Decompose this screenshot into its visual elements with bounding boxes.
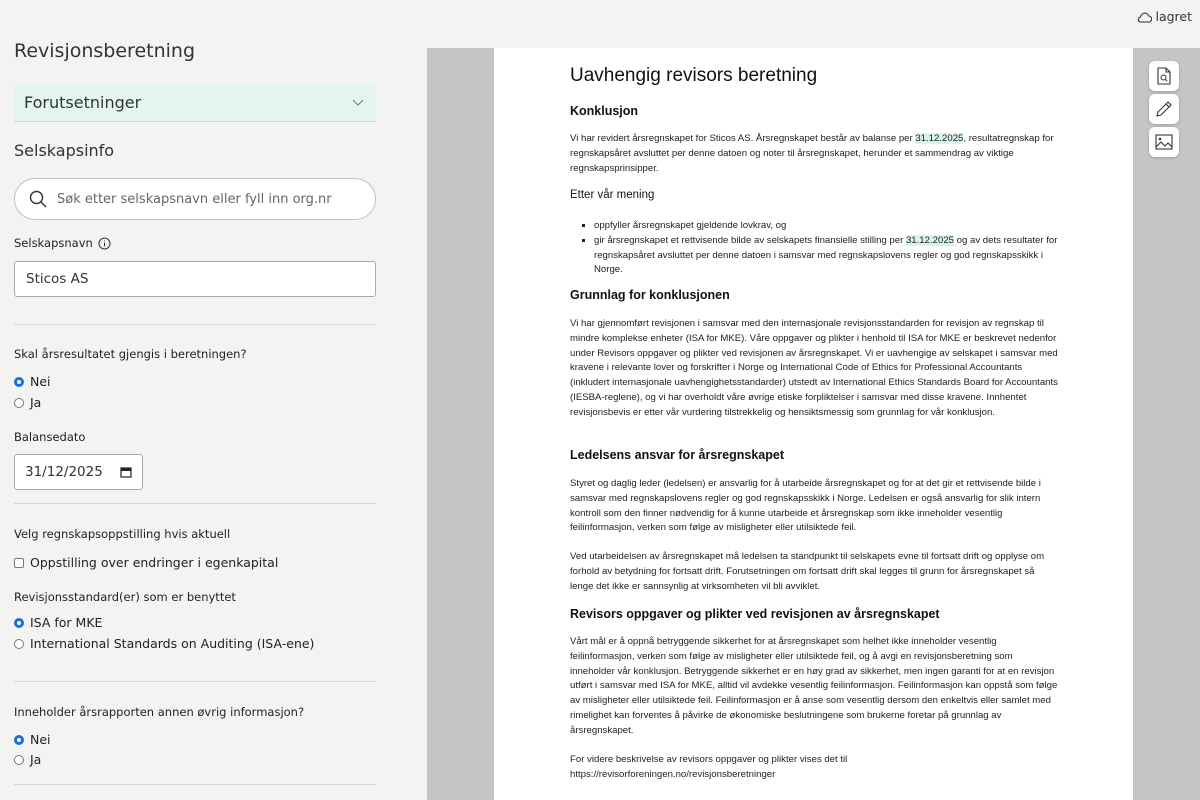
paragraph: Vi har revidert årsregnskapet for Sticos AS. Årsregnskapet består av balanse per 31.12.2025, resultatregnskap for regnskapsåret avsluttet per denne datoen og noter til årsregnskapet, herunder et sammendrag av viktige regnskapsprinsipper. (570, 133, 1054, 174)
paragraph: For videre beskrivelse av revisors oppgaver og plikter vises det til https://revisorforeningen.no/revisjonsberetninger (570, 754, 848, 780)
heading-konklusjon: Konklusjon (570, 104, 639, 118)
list-item: ▪ oppfyller årsregnskapet gjeldende lovkrav, og (594, 219, 1060, 234)
document-title: Uavhengig revisors beretning (570, 65, 818, 86)
checkbox-equity-changes[interactable]: Oppstilling over endringer i egenkapital (14, 555, 278, 570)
page-title: Revisjonsberetning (14, 40, 196, 62)
paragraph: Vårt mål er å oppnå betryggende sikkerhet for at årsregnskapet som helhet ikke inneholder vesentlig feilinformasjon, verken som følge av misligheter eller utilsiktede feil, og å avgi en revisjonsberetning som inneholder vår konklusjon. Betryggende sikkerhet er en høy grad av sikkerhet, men ingen garanti for at en revisjon utført i samsvar med ISA for MKE, alltid vil avdekke vesentlig feilinformasjon. Feilinformasjon kan oppstå som følge av misligheter eller utilsiktede feil. Feilinformasjon er å anse som vesentlig dersom den enkeltvis eller samlet med rimelighet kan forventes å påvirke de økonomiske beslutningene som brukerne foretar på grunnlag av årsregnskapet. (570, 636, 1058, 736)
image-icon (1155, 134, 1173, 150)
radio-isa-mke[interactable]: ISA for MKE (14, 615, 102, 630)
image-button[interactable] (1149, 127, 1179, 157)
company-name-label: Selskapsnavn (14, 236, 111, 250)
section-title: Selskapsinfo (14, 141, 115, 160)
chevron-down-icon (352, 99, 364, 107)
document-search-icon (1156, 67, 1172, 85)
radio-result-nei[interactable]: Nei (14, 374, 51, 389)
document-page (494, 48, 1133, 800)
balance-date-label: Balansedato (14, 430, 86, 444)
list-item: ▪ gir årsregnskapet et rettvisende bilde av selskapets finansielle stilling per 31.12.2025 og av dets resultater for regnskapsåret avsluttet per denne datoen i samsvar med regnskapslovens regler og god regnskapsskikk i Norge. (594, 234, 1060, 278)
paragraph: Vi har gjennomført revisjonen i samsvar med den internasjonale revisjonsstandarden for revisjon av regnskap til mindre komplekse enheter (ISA for MKE). Våre oppgaver og plikter i henhold til ISA for MKE er beskrevet nedenfor under Revisors oppgaver og plikter ved revisjonen av årsregnskapet. Vi er uavhengige av selskapet i samsvar med kravene i relevante lover og forskrifter i Norge og International Code of Ethics for Professional Accountants (inkludert internasjonale uavhengighetsstandarder) utstedt av International Ethics Standards Board for Accountants (IESBA-reglene), og vi har overholdt våre øvrige etiske forpliktelser i samsvar med disse kravene. Innhentet revisjonsbevis er etter vår vurdering tilstrekkelig og hensiktsmessig som grunnlag for vår konklusjon. (570, 318, 1058, 418)
calendar-icon[interactable] (120, 466, 132, 478)
heading-revisor: Revisors oppgaver og plikter ved revisjonen av årsregnskapet (570, 607, 940, 621)
other-info-question: Inneholder årsrapporten annen øvrig informasjon? (14, 705, 305, 719)
standard-label: Revisjonsstandard(er) som er benyttet (14, 590, 236, 604)
radio-button[interactable] (14, 639, 24, 649)
balance-date-input[interactable]: 31/12/2025 (14, 454, 143, 490)
result-question: Skal årsresultatet gjengis i beretningen? (14, 347, 247, 361)
search-input[interactable] (57, 192, 357, 207)
divider (14, 784, 376, 785)
setup-label: Velg regnskapsoppstilling hvis aktuell (14, 527, 231, 541)
divider (14, 503, 376, 504)
company-name-input[interactable]: Sticos AS (14, 261, 376, 297)
radio-button[interactable] (14, 398, 24, 408)
radio-other-nei[interactable]: Nei (14, 732, 51, 747)
link[interactable]: https://revisorforeningen.no/revisjonsberetninger (570, 768, 776, 780)
heading-grunnlag: Grunnlag for konklusjonen (570, 288, 730, 302)
preview-button[interactable] (1149, 61, 1179, 91)
search-icon (29, 190, 47, 208)
opinion-heading: Etter vår mening (570, 189, 655, 201)
company-search[interactable] (14, 178, 376, 220)
cloud-icon (1136, 11, 1152, 23)
radio-other-ja[interactable]: Ja (14, 752, 41, 767)
paragraph: Styret og daglig leder (ledelsen) er ansvarlig for å utarbeide årsregnskapet og for at det gir et rettvisende bilde i samsvar med regnskapslovens regler og god regnskapsskikk i Norge. Ledelsen er også ansvarlig for slik intern kontroll som den finner nødvendig for å kunne utarbeide et årsregnskap som ikke inneholder vesentlig feilinformasjon, verken som følge av misligheter eller utilsiktede feil. (570, 478, 1041, 534)
radio-isa-ene[interactable]: International Standards on Auditing (ISA-ene) (14, 636, 314, 651)
divider (14, 681, 376, 682)
radio-button[interactable] (14, 755, 24, 765)
heading-ledelsen: Ledelsens ansvar for årsregnskapet (570, 448, 784, 462)
accordion-forutsetninger[interactable]: Forutsetninger (14, 84, 376, 122)
radio-result-ja[interactable]: Ja (14, 395, 41, 410)
save-status: lagret (1136, 9, 1192, 24)
radio-button[interactable] (14, 377, 24, 387)
checkbox[interactable] (14, 558, 24, 568)
edit-button[interactable] (1149, 94, 1179, 124)
date-highlight: 31.12.2025 (915, 133, 964, 144)
radio-button[interactable] (14, 618, 24, 628)
opinion-list (570, 219, 1060, 278)
pencil-icon (1155, 100, 1173, 118)
divider (14, 324, 376, 325)
info-icon[interactable] (98, 237, 111, 250)
paragraph: Ved utarbeidelsen av årsregnskapet må ledelsen ta standpunkt til selskapets evne til fortsatt drift og opplyse om forhold av betydning for fortsatt drift. Forutsetningen om fortsatt drift skal legges til grunn for årsregnskapet så lenge det ikke er sannsynlig at virksomheten vil bli avviklet. (570, 551, 1045, 592)
radio-button[interactable] (14, 735, 24, 745)
